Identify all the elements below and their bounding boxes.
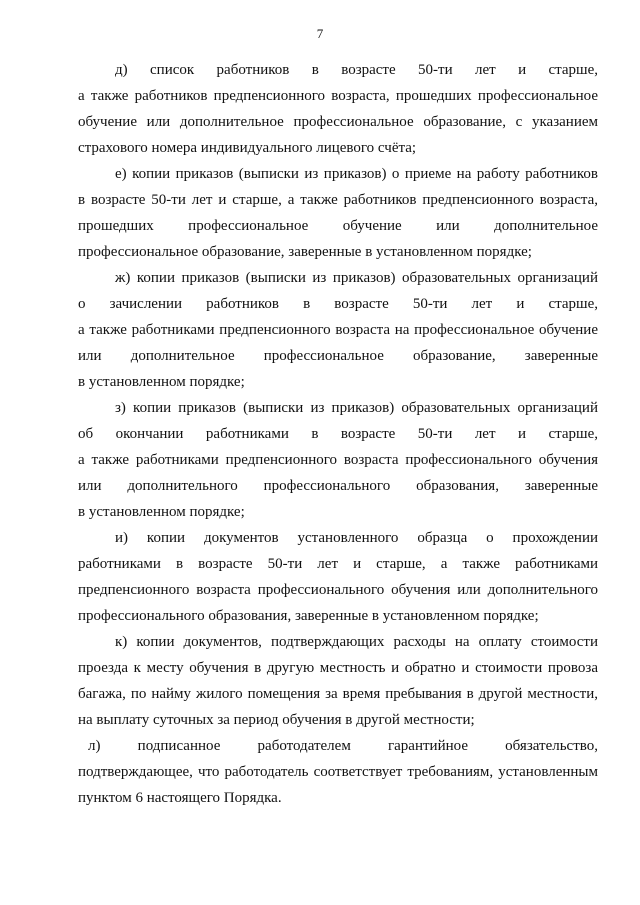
paragraph-line: пунктом 6 настоящего Порядка. — [78, 790, 282, 806]
paragraph-line: работниками в возрасте 50-ти лет и старше, а также работниками — [78, 556, 598, 572]
paragraph-line: в возрасте 50-ти лет и старше, а также работников предпенсионного возраста, — [78, 192, 598, 208]
paragraph-line: в установленном порядке; — [78, 504, 245, 520]
paragraph-line: о зачислении работников в возрасте 50-ти лет и старше, — [78, 296, 598, 312]
paragraph-line: страхового номера индивидуального лицевого счёта; — [78, 140, 417, 156]
paragraph-line: профессиональное образование, заверенные в установленном порядке; — [78, 244, 532, 260]
paragraph-line: обучение или дополнительное профессиональное образование, с указанием — [78, 114, 598, 130]
paragraph-line: или дополнительного профессионального образования, заверенные — [78, 478, 598, 494]
paragraph-line: на выплату суточных за период обучения в другой местности; — [78, 712, 475, 728]
paragraph-k — [78, 629, 598, 733]
paragraph-line: д) список работников в возрасте 50-ти лет и старше, — [115, 62, 598, 78]
paragraph-line: об окончании работниками в возрасте 50-ти лет и старше, — [78, 426, 598, 442]
paragraph-line: прошедших профессиональное обучение или дополнительное — [78, 218, 598, 234]
paragraph-line: или дополнительное профессиональное образование, заверенные — [78, 348, 598, 364]
paragraph-line: проезда к месту обучения в другую местность и обратно и стоимости провоза — [78, 660, 598, 676]
paragraph-line: и) копии документов установленного образца о прохождении — [115, 530, 598, 546]
paragraph-d — [78, 57, 598, 161]
paragraph-l — [78, 733, 598, 811]
paragraph-z — [78, 395, 598, 525]
paragraph-line: к) копии документов, подтверждающих расходы на оплату стоимости — [115, 634, 598, 650]
paragraph-line: профессионального образования, заверенные в установленном порядке; — [78, 608, 539, 624]
paragraph-line: а также работниками предпенсионного возраста профессионального обучения — [78, 452, 598, 468]
paragraph-line: подтверждающее, что работодатель соответствует требованиям, установленным — [78, 764, 598, 780]
paragraph-line: багажа, по найму жилого помещения за время пребывания в другой местности, — [78, 686, 598, 702]
document-body — [78, 57, 598, 811]
page-number: 7 — [316, 26, 324, 41]
paragraph-line: а также работников предпенсионного возраста, прошедших профессиональное — [78, 88, 598, 104]
paragraph-e — [78, 161, 598, 265]
paragraph-line: ж) копии приказов (выписки из приказов) образовательных организаций — [115, 270, 598, 286]
paragraph-line: предпенсионного возраста профессионального обучения или дополнительного — [78, 582, 598, 598]
paragraph-zh — [78, 265, 598, 395]
paragraph-line: е) копии приказов (выписки из приказов) о приеме на работу работников — [115, 166, 598, 182]
paragraph-i — [78, 525, 598, 629]
paragraph-line: а также работниками предпенсионного возраста на профессиональное обучение — [78, 322, 598, 338]
paragraph-line: л) подписанное работодателем гарантийное обязательство, — [88, 738, 598, 754]
paragraph-line: в установленном порядке; — [78, 374, 245, 390]
paragraph-line: з) копии приказов (выписки из приказов) образовательных организаций — [115, 400, 598, 416]
